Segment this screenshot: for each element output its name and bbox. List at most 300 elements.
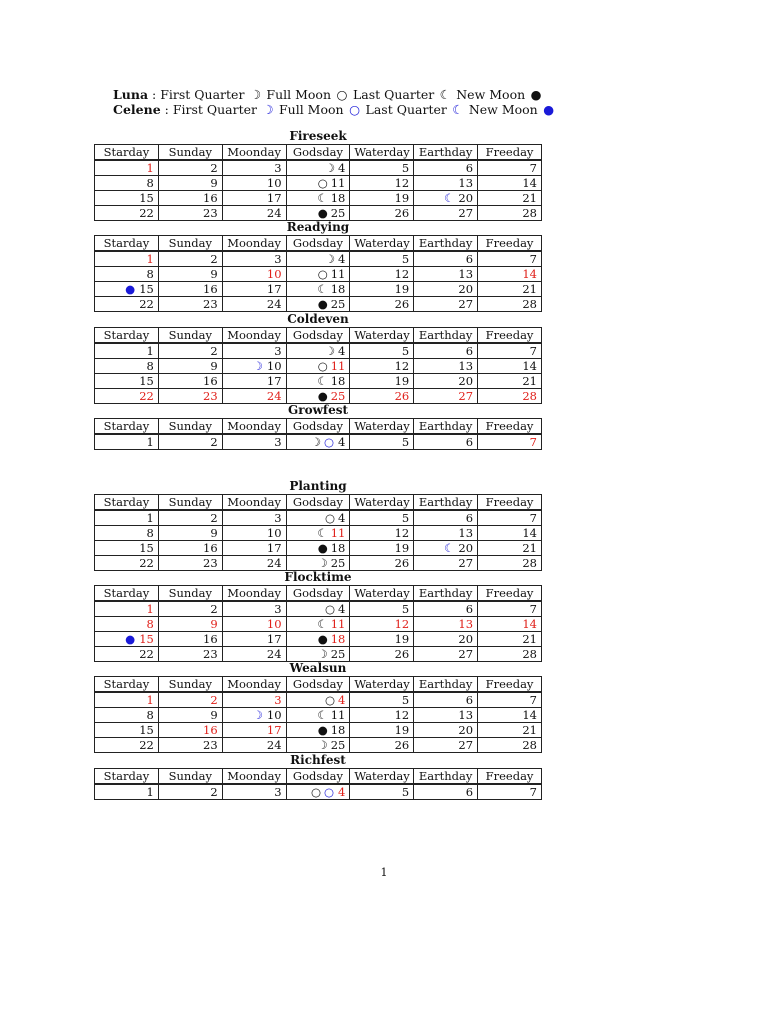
day-cell <box>350 389 414 404</box>
day-cell <box>286 343 350 359</box>
week-row <box>95 708 542 723</box>
day-cell <box>478 510 542 526</box>
day-number: 8 <box>146 359 154 373</box>
day-number: 23 <box>203 206 218 220</box>
day-cell <box>350 176 414 191</box>
day-cell <box>286 434 350 450</box>
day-cell <box>286 374 350 389</box>
weekday-header-row <box>95 586 542 602</box>
week-row <box>95 526 542 541</box>
day-number: 21 <box>522 191 537 205</box>
day-number: 16 <box>203 541 218 555</box>
week-row <box>95 176 542 191</box>
day-cell <box>414 176 478 191</box>
month-wealsun <box>94 661 542 753</box>
day-cell <box>158 647 222 662</box>
weekday-header: Sunday <box>158 145 222 161</box>
day-cell <box>286 359 350 374</box>
day-number: 3 <box>274 785 282 799</box>
weekday-header-row <box>95 145 542 161</box>
day-cell <box>286 160 350 176</box>
day-number: 1 <box>146 252 154 266</box>
day-cell <box>95 282 159 297</box>
day-number: 20 <box>458 723 474 737</box>
month-table <box>94 494 542 571</box>
day-number: 10 <box>266 176 282 190</box>
week-row <box>95 784 542 800</box>
day-number: 25 <box>330 389 346 403</box>
weekday-header: Earthday <box>414 495 478 511</box>
weekday-header: Moonday <box>222 677 286 693</box>
weekday-header: Sunday <box>158 677 222 693</box>
day-number: 21 <box>522 374 537 388</box>
day-cell <box>478 708 542 723</box>
day-cell <box>478 541 542 556</box>
weekday-header: Waterday <box>350 495 414 511</box>
day-cell <box>478 251 542 267</box>
luna-phase-icon: ☾ <box>317 617 328 631</box>
luna-phase-icon: ○ <box>317 267 328 281</box>
legend-celene-name: Celene <box>113 102 161 117</box>
day-cell <box>158 541 222 556</box>
celene-phase-icon: ☽ <box>252 708 263 722</box>
day-cell <box>286 647 350 662</box>
weekday-header-row <box>95 328 542 344</box>
day-cell <box>158 708 222 723</box>
month-title: Flocktime <box>284 570 352 584</box>
last-quarter-icon: ☾ <box>452 102 464 117</box>
weekday-header: Freeday <box>478 419 542 435</box>
day-number: 11 <box>330 176 346 190</box>
day-cell <box>350 708 414 723</box>
day-number: 20 <box>458 282 474 296</box>
day-cell <box>222 601 286 617</box>
weekday-header: Sunday <box>158 769 222 785</box>
day-cell <box>95 297 159 312</box>
day-number: 15 <box>139 191 154 205</box>
luna-phase-icon: ☽ <box>317 556 328 570</box>
day-number: 13 <box>458 617 474 631</box>
day-cell <box>350 601 414 617</box>
month-title: Wealsun <box>289 661 347 675</box>
day-cell <box>478 632 542 647</box>
day-cell <box>95 343 159 359</box>
day-number: 26 <box>394 206 410 220</box>
weekday-header-row <box>95 419 542 435</box>
day-cell <box>414 160 478 176</box>
day-number: 15 <box>139 374 154 388</box>
weekday-header: Starday <box>95 586 159 602</box>
day-cell <box>414 297 478 312</box>
day-cell <box>95 176 159 191</box>
day-cell <box>158 297 222 312</box>
day-number: 28 <box>522 389 537 403</box>
luna-phase-icon: ☾ <box>317 374 328 388</box>
day-number: 2 <box>210 435 218 449</box>
day-number: 10 <box>266 359 282 373</box>
day-cell <box>222 617 286 632</box>
day-cell <box>414 343 478 359</box>
day-cell <box>222 359 286 374</box>
day-number: 4 <box>338 602 346 616</box>
day-number: 23 <box>203 556 218 570</box>
day-number: 16 <box>203 723 218 737</box>
weekday-header: Godsday <box>286 236 350 252</box>
luna-phase-icon: ● <box>317 541 328 555</box>
day-number: 14 <box>522 359 537 373</box>
weekday-header: Freeday <box>478 145 542 161</box>
day-number: 22 <box>139 738 154 752</box>
day-cell <box>158 191 222 206</box>
day-cell <box>478 692 542 708</box>
day-number: 18 <box>330 191 346 205</box>
day-cell <box>158 389 222 404</box>
weekday-header: Freeday <box>478 677 542 693</box>
day-number: 5 <box>401 511 410 525</box>
day-number: 17 <box>266 723 282 737</box>
celene-phase-icon: ● <box>125 282 136 296</box>
weekday-header: Earthday <box>414 236 478 252</box>
weekday-header: Sunday <box>158 586 222 602</box>
weekday-header: Freeday <box>478 495 542 511</box>
day-number: 4 <box>338 252 346 266</box>
day-cell <box>95 784 159 800</box>
day-number: 9 <box>210 708 218 722</box>
day-cell <box>350 647 414 662</box>
day-number: 3 <box>274 252 282 266</box>
day-cell <box>158 359 222 374</box>
day-cell <box>350 206 414 221</box>
day-number: 8 <box>146 617 154 631</box>
weekday-header: Starday <box>95 495 159 511</box>
celene-phase-icon: ☾ <box>444 191 455 205</box>
day-cell <box>350 251 414 267</box>
week-row <box>95 632 542 647</box>
day-cell <box>222 541 286 556</box>
day-cell <box>478 617 542 632</box>
week-row <box>95 160 542 176</box>
day-number: 28 <box>522 206 537 220</box>
day-cell <box>286 251 350 267</box>
weekday-header: Moonday <box>222 586 286 602</box>
month-title: Planting <box>289 479 347 493</box>
day-number: 9 <box>210 267 218 281</box>
day-cell <box>414 632 478 647</box>
day-number: 25 <box>330 647 346 661</box>
day-cell <box>414 389 478 404</box>
legend-label: New Moon <box>468 102 538 117</box>
day-cell <box>158 343 222 359</box>
day-cell <box>478 784 542 800</box>
day-number: 16 <box>203 282 218 296</box>
month-coldeven <box>94 312 542 404</box>
day-cell <box>478 343 542 359</box>
day-cell <box>95 389 159 404</box>
celene-phase-icon: ☽ <box>252 359 263 373</box>
day-cell <box>350 738 414 753</box>
day-number: 2 <box>210 344 218 358</box>
day-cell <box>158 723 222 738</box>
day-number: 18 <box>330 282 346 296</box>
day-number: 6 <box>465 252 474 266</box>
luna-phase-icon: ○ <box>325 602 336 616</box>
day-number: 24 <box>266 297 282 311</box>
day-number: 25 <box>330 297 346 311</box>
day-number: 7 <box>529 511 537 525</box>
day-cell <box>350 359 414 374</box>
day-cell <box>158 784 222 800</box>
day-number: 15 <box>139 282 154 296</box>
day-number: 7 <box>529 602 537 616</box>
day-number: 1 <box>146 785 154 799</box>
day-number: 1 <box>146 344 154 358</box>
day-cell <box>286 708 350 723</box>
week-row <box>95 267 542 282</box>
day-number: 10 <box>266 267 282 281</box>
day-cell <box>158 617 222 632</box>
day-cell <box>350 160 414 176</box>
celene-phase-icon: ● <box>125 632 136 646</box>
weekday-header: Godsday <box>286 495 350 511</box>
day-cell <box>350 632 414 647</box>
luna-phase-icon: ☽ <box>324 252 336 266</box>
legend-luna: Luna : First Quarter ☽ Full Moon ○ Last Quarter ☾ New Moon ● <box>113 87 542 102</box>
day-number: 22 <box>139 206 154 220</box>
day-cell <box>95 359 159 374</box>
day-cell <box>95 647 159 662</box>
month-title: Readying <box>286 220 350 234</box>
week-row <box>95 206 542 221</box>
weekday-header: Sunday <box>158 495 222 511</box>
day-number: 6 <box>465 161 474 175</box>
weekday-header: Godsday <box>286 145 350 161</box>
day-number: 21 <box>522 541 537 555</box>
day-number: 23 <box>203 297 218 311</box>
day-number: 8 <box>146 526 154 540</box>
day-cell <box>414 191 478 206</box>
day-number: 2 <box>210 252 218 266</box>
day-cell <box>414 723 478 738</box>
day-cell <box>95 723 159 738</box>
day-number: 23 <box>203 738 218 752</box>
luna-phase-icon: ● <box>317 632 328 646</box>
month-readying <box>94 220 542 312</box>
day-number: 27 <box>458 297 474 311</box>
day-number: 15 <box>139 632 154 646</box>
legend-label: Last Quarter <box>352 87 435 102</box>
luna-phase-icon: ☾ <box>317 191 328 205</box>
day-cell <box>286 723 350 738</box>
month-growfest <box>94 403 542 450</box>
weekday-header: Starday <box>95 769 159 785</box>
day-cell <box>286 297 350 312</box>
day-cell <box>414 359 478 374</box>
day-number: 6 <box>465 602 474 616</box>
day-number: 2 <box>210 161 218 175</box>
day-cell <box>478 191 542 206</box>
page-number: 1 <box>380 866 388 879</box>
week-row <box>95 282 542 297</box>
day-cell <box>222 692 286 708</box>
weekday-header: Waterday <box>350 586 414 602</box>
luna-phase-icon: ☾ <box>317 282 328 296</box>
day-cell <box>222 526 286 541</box>
week-row <box>95 251 542 267</box>
day-number: 23 <box>203 389 218 403</box>
day-number: 1 <box>146 435 154 449</box>
day-number: 19 <box>394 723 410 737</box>
day-cell <box>286 206 350 221</box>
day-cell <box>350 434 414 450</box>
weekday-header: Earthday <box>414 328 478 344</box>
luna-phase-icon: ☽ <box>317 647 328 661</box>
day-number: 5 <box>401 785 410 799</box>
day-cell <box>478 738 542 753</box>
day-number: 2 <box>210 511 218 525</box>
weekday-header-row <box>95 677 542 693</box>
day-number: 7 <box>529 252 537 266</box>
weekday-header: Waterday <box>350 145 414 161</box>
day-number: 16 <box>203 191 218 205</box>
day-cell <box>350 784 414 800</box>
weekday-header: Freeday <box>478 328 542 344</box>
day-cell <box>414 251 478 267</box>
day-number: 11 <box>330 708 346 722</box>
day-cell <box>414 708 478 723</box>
day-number: 16 <box>203 374 218 388</box>
weekday-header: Sunday <box>158 328 222 344</box>
celene-phase-icon: ○ <box>324 435 335 449</box>
weekday-header: Waterday <box>350 419 414 435</box>
day-number: 9 <box>210 176 218 190</box>
weekday-header: Moonday <box>222 419 286 435</box>
month-table <box>94 144 542 221</box>
day-cell <box>222 647 286 662</box>
day-number: 25 <box>330 738 346 752</box>
month-table <box>94 235 542 312</box>
day-cell <box>350 510 414 526</box>
day-cell <box>95 738 159 753</box>
day-number: 22 <box>139 297 154 311</box>
day-cell <box>286 692 350 708</box>
new-moon-icon: ● <box>543 102 555 117</box>
week-row <box>95 191 542 206</box>
day-cell <box>414 738 478 753</box>
legend-label: New Moon <box>456 87 526 102</box>
luna-phase-icon: ☽ <box>324 161 336 175</box>
day-cell <box>350 374 414 389</box>
day-number: 19 <box>394 541 410 555</box>
luna-phase-icon: ☽ <box>324 344 336 358</box>
day-number: 6 <box>465 435 474 449</box>
day-number: 13 <box>458 267 474 281</box>
day-number: 3 <box>274 602 282 616</box>
day-cell <box>286 738 350 753</box>
day-number: 18 <box>330 541 346 555</box>
day-cell <box>414 692 478 708</box>
day-cell <box>286 389 350 404</box>
day-cell <box>478 601 542 617</box>
week-row <box>95 617 542 632</box>
day-cell <box>222 267 286 282</box>
weekday-header: Freeday <box>478 586 542 602</box>
day-number: 3 <box>274 344 282 358</box>
day-number: 3 <box>274 693 282 707</box>
legend-label: First Quarter <box>160 87 245 102</box>
luna-phase-icon: ● <box>317 297 328 311</box>
day-number: 17 <box>266 632 282 646</box>
day-cell <box>222 251 286 267</box>
day-cell <box>414 526 478 541</box>
day-number: 11 <box>330 359 346 373</box>
day-cell <box>222 556 286 571</box>
day-number: 15 <box>139 541 154 555</box>
day-number: 9 <box>210 359 218 373</box>
week-row <box>95 389 542 404</box>
day-cell <box>222 723 286 738</box>
weekday-header: Moonday <box>222 495 286 511</box>
day-cell <box>222 784 286 800</box>
day-cell <box>158 176 222 191</box>
day-number: 25 <box>330 206 346 220</box>
day-number: 13 <box>458 526 474 540</box>
day-cell <box>158 556 222 571</box>
day-number: 1 <box>146 693 154 707</box>
day-cell <box>478 374 542 389</box>
week-row <box>95 647 542 662</box>
day-cell <box>286 176 350 191</box>
day-cell <box>350 723 414 738</box>
day-number: 6 <box>465 785 474 799</box>
day-number: 6 <box>465 344 474 358</box>
week-row <box>95 297 542 312</box>
day-cell <box>478 267 542 282</box>
day-cell <box>478 389 542 404</box>
day-number: 13 <box>458 176 474 190</box>
day-number: 9 <box>210 526 218 540</box>
month-table <box>94 418 542 450</box>
weekday-header: Moonday <box>222 236 286 252</box>
day-cell <box>222 206 286 221</box>
day-number: 7 <box>529 693 537 707</box>
day-number: 12 <box>394 267 410 281</box>
day-cell <box>222 191 286 206</box>
day-cell <box>478 160 542 176</box>
day-cell <box>158 632 222 647</box>
day-number: 28 <box>522 738 537 752</box>
weekday-header-row <box>95 495 542 511</box>
day-cell <box>414 282 478 297</box>
weekday-header: Moonday <box>222 769 286 785</box>
luna-phase-icon: ○ <box>325 693 336 707</box>
day-cell <box>478 297 542 312</box>
day-cell <box>478 556 542 571</box>
day-number: 12 <box>394 708 410 722</box>
month-title: Coldeven <box>287 312 349 326</box>
day-cell <box>478 282 542 297</box>
weekday-header: Moonday <box>222 328 286 344</box>
full-moon-icon: ○ <box>349 102 361 117</box>
day-cell <box>478 526 542 541</box>
day-number: 5 <box>401 693 410 707</box>
day-cell <box>286 556 350 571</box>
legend-luna-name: Luna <box>113 87 149 102</box>
day-number: 2 <box>210 785 218 799</box>
day-cell <box>286 510 350 526</box>
weekday-header: Starday <box>95 328 159 344</box>
day-number: 18 <box>330 632 346 646</box>
weekday-header: Godsday <box>286 769 350 785</box>
